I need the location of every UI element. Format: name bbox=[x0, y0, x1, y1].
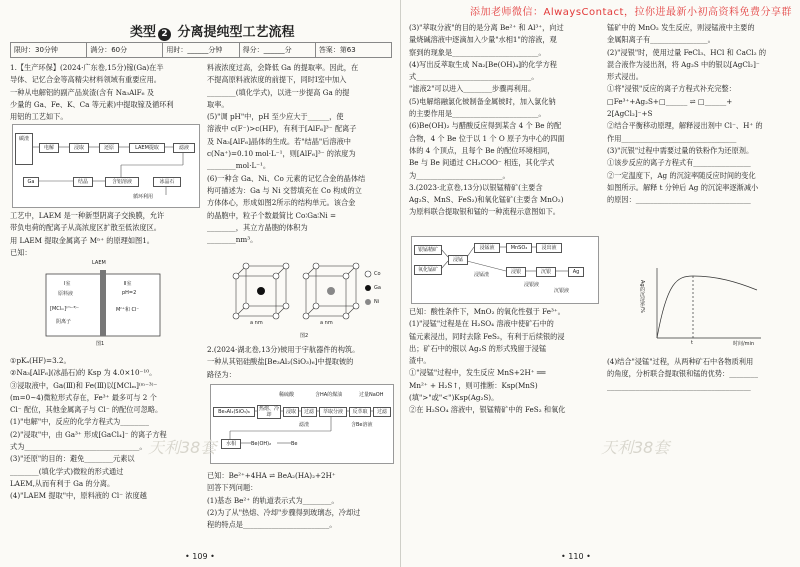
text-line: 带负电荷的配离子从高浓度区扩散至低浓度区。 bbox=[10, 223, 161, 233]
logo-stamp: 天利38套 bbox=[601, 438, 670, 457]
text-line: (6)一种含 Ga、Ni、Co 元素的记忆合金的晶体结 bbox=[207, 173, 366, 183]
q1-desc bbox=[10, 210, 200, 259]
flow-node: 浸锰 bbox=[448, 255, 468, 265]
text-line: 式________________________________。 bbox=[409, 72, 539, 82]
flow-node: 结晶 bbox=[73, 177, 93, 187]
text-line: (3)"沉银"过程中需要过量的铁粉作为还原剂。 bbox=[607, 145, 754, 155]
text-line: "滤液2"可以进入________步骤再利用。 bbox=[409, 84, 536, 94]
flowchart-1 bbox=[12, 124, 200, 208]
q2-intro bbox=[207, 344, 395, 381]
feed-label: 原料液 bbox=[58, 291, 74, 297]
q3-questions bbox=[409, 306, 599, 417]
flow-node: 过滤 bbox=[373, 407, 391, 417]
text-line: 形式浸出。 bbox=[607, 72, 643, 82]
flow-arrows bbox=[13, 125, 199, 207]
text-line: 少量的 Ga、Fe、K、Ca 等元素)中提取镓及循环利 bbox=[10, 99, 174, 109]
anion-label: 阴离子 bbox=[56, 319, 72, 325]
text-line: ②Na₃[AlF₆](冰晶石)的 Ksp 为 4.0×10⁻¹⁰。 bbox=[10, 368, 157, 378]
text-line: 程的特点是________________________。 bbox=[207, 520, 337, 530]
text-line: 锰元素浸出，同时去除 FeS₂，有利于后续银的浸 bbox=[409, 331, 565, 341]
complex-ion-label: [MClₘ]⁽ᵐ⁻³⁾⁻ bbox=[50, 306, 80, 312]
text-line: ________(填化学式)，以进一步提高 Ga 的提 bbox=[207, 87, 350, 97]
flow-label: 滤渣 bbox=[299, 422, 310, 428]
flow-label: 稀硫酸 bbox=[279, 392, 295, 398]
ag-rate-graph bbox=[637, 262, 767, 348]
q2-questions bbox=[207, 470, 395, 531]
flow-node: 浸银 bbox=[506, 267, 526, 277]
flow-node: Ag bbox=[568, 267, 584, 277]
text-line: 体的 4 个顶点，且每个 Be 的配位环境相同， bbox=[409, 145, 555, 155]
figure-1 bbox=[36, 260, 170, 348]
text-line: 路径为： bbox=[207, 369, 236, 379]
text-line: 为原料联合提取银和锰的一种流程示意图如下。 bbox=[409, 207, 560, 217]
flow-label: 浸锰渣 bbox=[474, 272, 490, 278]
flow-label: 浸银液 bbox=[524, 282, 540, 288]
flow-node: 浸取 bbox=[283, 407, 299, 417]
text-line: 1.【生产环保】(2024·广东卷,15分)镓(Ga)在半 bbox=[10, 63, 164, 72]
text-line: (6)Be(OH)₂ 与醋酸反应得到某含 4 个 Be 的配 bbox=[409, 121, 562, 131]
flow-node: 含铝溶液 bbox=[105, 177, 139, 187]
graph-ylabel: Ag的沉淀率/% bbox=[639, 280, 645, 314]
text-line: 2.(2024·湖北卷,13分)铍用于宇航器件的构筑。 bbox=[207, 345, 360, 354]
text-line: 不提高原料液浓度的前提下，同时Ⅰ室中加入 bbox=[207, 75, 347, 85]
text-line: 的晶胞中，粒子个数最简比 Co∶Ga∶Ni = bbox=[207, 210, 337, 220]
text-line: ________(填化学式)微粒的形式通过 bbox=[10, 466, 124, 476]
text-line: (4)写出反萃取生成 Na₂[Be(OH)₄]的化学方程 bbox=[409, 59, 557, 69]
flow-node: 热熔、冷却 bbox=[258, 406, 279, 418]
flow-node: 银锰精矿 bbox=[414, 245, 442, 255]
q3-continued bbox=[607, 22, 797, 206]
text-line: 及 Na₃[AlF₆]晶体的生成。若"结晶"后溶液中 bbox=[207, 136, 351, 146]
flow-node: 浸取 bbox=[69, 143, 89, 153]
q2-continued bbox=[409, 22, 599, 219]
text-line: 已知：Be²⁺+4HA ⇌ BeA₂(HA)₂+2H⁺ bbox=[207, 471, 336, 480]
flow-node: 水相 bbox=[221, 439, 241, 449]
text-line: (2)"浸银"时，使用过量 FeCl₃、HCl 和 CaCl₂ 的 bbox=[607, 47, 767, 57]
flow-node: MnSO₄ bbox=[506, 243, 532, 253]
flow-node: Be₃Al₂(SiO₃)₆ bbox=[213, 407, 255, 417]
text-line: ③浸取液中，Ga(Ⅲ)和 Fe(Ⅲ)以[MClₘ]⁽ᵐ⁻³⁾⁻ bbox=[10, 380, 158, 390]
text-line: ②一定温度下，Ag 的沉淀率随反应时间的变化 bbox=[607, 170, 756, 180]
flow-node: 沉银 bbox=[536, 267, 556, 277]
flow-node: 过滤 bbox=[301, 407, 317, 417]
text-line: ________，其立方晶胞的体积为 bbox=[207, 222, 308, 232]
text-line: 的主要作用是________________________。 bbox=[409, 109, 546, 119]
text-line: 用 LAEM 提取金属离子 Mⁿ⁺ 的原理如图1。 bbox=[10, 235, 154, 245]
text-line: (m=0~4)微粒形式存在，Fe³⁺ 最多可与 2 个 bbox=[10, 392, 157, 402]
flow-label: 沉银液 bbox=[554, 288, 570, 294]
fig1-caption: 图1 bbox=[96, 341, 105, 347]
crystal-structure bbox=[222, 254, 392, 340]
text-line: (1)"电解"中，反应的化学方程式为________ bbox=[10, 417, 149, 427]
text-line: 导体、记忆合金等高精尖材料领域有重要应用。 bbox=[10, 75, 161, 85]
flow-node: Ga bbox=[23, 177, 39, 187]
text-line: (1)"浸锰"过程是在 H₂SO₄ 溶液中使矿石中的 bbox=[409, 319, 554, 329]
legend-co: Co bbox=[374, 271, 381, 277]
type-badge: 2 bbox=[158, 28, 171, 41]
flow-label: Be bbox=[291, 441, 298, 447]
time-used: 用时：______分钟 bbox=[163, 43, 239, 57]
text-line: 工艺中，LAEM 是一种新型阴离子交换膜，允许 bbox=[10, 211, 165, 220]
text-line: 溶液中 c(F⁻)>c(HF)，有利于[AlF₆]³⁻ 配离子 bbox=[207, 124, 357, 134]
flow-label: 含Be溶液 bbox=[351, 422, 373, 428]
title-prefix: 类型 bbox=[130, 25, 157, 40]
text-line: ________mol·L⁻¹。 bbox=[207, 161, 271, 171]
cation-label: Mⁿ⁺和 Cl⁻ bbox=[116, 307, 140, 313]
text-line: 式为________________________________。 bbox=[10, 442, 147, 452]
text-line: □Fe³⁺+Ag₂S+□______ ⇌ □______+ bbox=[607, 96, 733, 106]
text-line: (3)"萃取分液"的目的是分离 Be²⁺ 和 Al³⁺，向过 bbox=[409, 23, 564, 32]
text-line: ②结合平衡移动原理，解释浸出剂中 Cl⁻、H⁺ 的 bbox=[607, 121, 763, 131]
text-line: Be 与 Be 间通过 CH₃COO⁻ 相连，其化学式 bbox=[409, 158, 555, 168]
text-line: 作用________________________________ bbox=[607, 133, 737, 143]
fig1-title: LAEM bbox=[92, 260, 106, 266]
text-line: ①该步反应的离子方程式有________________ bbox=[607, 158, 751, 168]
text-line: ________nm³。 bbox=[207, 235, 258, 245]
info-bar bbox=[10, 42, 392, 58]
text-line: 的角度，分析联合提取银和锰的优势：________ bbox=[607, 369, 758, 379]
text-line: 一种从电解铝的副产品炭渣(含有 Na₃AlF₆ 及 bbox=[10, 87, 155, 97]
text-line: (3)"还原"的目的：避免________元素以 bbox=[10, 454, 135, 464]
flow-node: 冰晶石 bbox=[153, 177, 181, 187]
text-line: (1)基态 Be²⁺ 的轨道表示式为________。 bbox=[207, 495, 339, 505]
edge-label: a nm bbox=[320, 320, 333, 326]
text-line: 量烧碱溶液中逐滴加入少量"水相1"的溶液，观 bbox=[409, 35, 557, 45]
text-line: c(Na⁺)=0.10 mol·L⁻¹，则[AlF₆]³⁻ 的浓度为 bbox=[207, 149, 356, 159]
text-line: ①"浸锰"过程中，发生反应 MnS+2H⁺ ══ bbox=[409, 368, 546, 378]
time-limit: 限时：30分钟 bbox=[11, 43, 87, 57]
text-line: ________________________________________ bbox=[607, 381, 751, 391]
page-number-right: • 110 • bbox=[561, 552, 591, 561]
flowchart-2 bbox=[210, 384, 394, 464]
logo-stamp: 天利38套 bbox=[148, 438, 217, 457]
text-line: (2)为了从"热熔、冷却"步骤得到玻璃态，冷却过 bbox=[207, 507, 361, 517]
text-line: 已知： bbox=[10, 247, 32, 257]
fig2-caption: 图2 bbox=[300, 333, 309, 339]
watermark-text: 添加老师微信：AlwaysContact，拉你进最新小初高资料免费分享群 bbox=[470, 7, 792, 18]
title-text: 分离提纯型工艺流程 bbox=[177, 25, 295, 40]
text-line: ②在 H₂SO₄ 溶液中，银锰精矿中的 FeS₂ 和氧化 bbox=[409, 405, 566, 415]
text-line: ①将"浸银"反应的离子方程式补充完整： bbox=[607, 84, 736, 94]
flow-label: 循环利用 bbox=[133, 194, 154, 200]
room-1-label: Ⅰ室 bbox=[64, 281, 71, 287]
text-line: (2)"浸取"中，由 Ga³⁺ 形成[GaCl₄]⁻ 的离子方程 bbox=[10, 429, 167, 439]
text-line: 为________________________。 bbox=[409, 170, 510, 180]
text-line: 一种从其铝硅酸盐[Be₃Al₂(SiO₃)₆]中提取铍的 bbox=[207, 357, 354, 367]
text-line: 锰矿中的 MnO₂ 发生反应，则浸锰液中主要的 bbox=[607, 23, 755, 32]
text-line: 混合液作为浸出剂，将 Ag₂S 中的银以[AgCl₂]⁻ bbox=[607, 59, 760, 69]
text-line: (4)结合"浸锰"过程，从两种矿石中各物质利用 bbox=[607, 357, 754, 366]
flow-node: LAEM提取 bbox=[129, 143, 165, 153]
flow-node: 电解 bbox=[39, 143, 59, 153]
flow-node: 滤液 bbox=[173, 143, 195, 153]
text-line: 如图所示。解释 t 分钟后 Ag 的沉淀率逐渐减小 bbox=[607, 182, 759, 192]
flow-node: 氧化锰矿 bbox=[414, 265, 442, 275]
text-line: (5)电解熔融氯化铍制备金属铍时，加入氯化钠 bbox=[409, 96, 556, 106]
edge-label: a nm bbox=[250, 320, 263, 326]
text-line: (填">"或"<")Ksp(Ag₂S)。 bbox=[409, 393, 499, 403]
flow-arrows bbox=[211, 385, 393, 463]
figure-2 bbox=[222, 254, 392, 340]
text-line: Ag₂S、MnS、FeS₂)和氧化锰矿(主要含 MnO₂) bbox=[409, 195, 564, 205]
page-number-left: • 109 • bbox=[185, 552, 215, 561]
q1-intro bbox=[10, 62, 200, 123]
text-line: 合物，4 个 Be 位于以 1 个 O 原子为中心的四面 bbox=[409, 133, 565, 143]
flow-node: 浸出液 bbox=[536, 243, 562, 253]
text-line: (5)"调 pH"中，pH 至少应大于______，使 bbox=[207, 112, 344, 122]
text-line: 出；矿石中的银以 Ag₂S 的形式残留于浸锰 bbox=[409, 343, 547, 353]
room-2-label: Ⅱ室 bbox=[124, 281, 132, 287]
text-line: LAEM,从而有利于 Ga 的分离。 bbox=[10, 478, 115, 488]
flow-label: 含HA的煤油 bbox=[315, 392, 343, 398]
section-title bbox=[130, 21, 295, 41]
flow-node: 反萃取 bbox=[349, 407, 371, 417]
flow-node: 萃取分液 bbox=[319, 407, 347, 417]
text-line: 取率。 bbox=[207, 99, 229, 109]
text-line: 的原因：________________________________ bbox=[607, 195, 751, 205]
text-line: ①pKₐ(HF)=3.2。 bbox=[10, 356, 71, 365]
flow-label: Be(OH)₂ bbox=[251, 441, 272, 447]
q1-continued bbox=[207, 62, 395, 246]
text-line: 金属阳离子有________________。 bbox=[607, 35, 715, 45]
graph-plot bbox=[637, 262, 767, 348]
text-line: (4)"LAEM 提取"中，原料液的 Cl⁻ 浓度越 bbox=[10, 491, 147, 501]
text-line: 已知：酸性条件下，MnO₂ 的氧化性强于 Fe³⁺。 bbox=[409, 307, 565, 316]
text-line: Cl⁻ 配位，其他金属离子与 Cl⁻ 的配位可忽略。 bbox=[10, 405, 163, 415]
text-line: 察到的现象是________________________。 bbox=[409, 47, 546, 57]
legend-ni: Ni bbox=[374, 299, 380, 305]
legend-ga: Ga bbox=[374, 285, 381, 291]
answer-ref: 答案：第63 bbox=[318, 46, 356, 54]
text-line: 2[AgCl₂]⁻+S bbox=[607, 109, 653, 119]
flow-node: 碳渣 bbox=[15, 133, 33, 165]
text-line: 3.(2023·北京卷,13分)以银锰精矿(主要含 bbox=[409, 182, 543, 192]
flow-label: 过量NaOH bbox=[359, 392, 384, 398]
q1-questions bbox=[10, 355, 202, 503]
graph-xlabel: 时间/min bbox=[733, 341, 755, 347]
flow-node: 浸锰液 bbox=[474, 243, 500, 253]
text-line: 渣中。 bbox=[409, 356, 431, 366]
graph-tick: t bbox=[691, 340, 693, 346]
text-line: 料液浓度过高，会降低 Ga 的提取率。因此，在 bbox=[207, 63, 359, 72]
ph-label: pH=2 bbox=[122, 290, 137, 296]
q3-final bbox=[607, 356, 797, 393]
flow-node: 还原 bbox=[99, 143, 119, 153]
score: 得分：______分 bbox=[240, 43, 316, 57]
text-line: 用铝的工艺如下。 bbox=[10, 112, 68, 122]
text-line: 构可描述为：Ga 与 Ni 交替填充在 Co 构成的立 bbox=[207, 185, 362, 195]
flowchart-3 bbox=[411, 236, 599, 304]
right-page bbox=[400, 0, 800, 567]
text-line: 回答下列问题： bbox=[207, 483, 258, 493]
text-line: Mn²⁺ + H₂S↑，则可推断：Ksp(MnS) bbox=[409, 380, 538, 390]
text-line: 方体体心，形成如图2所示的结构单元。该合金 bbox=[207, 198, 356, 208]
full-score: 满分：60分 bbox=[87, 43, 163, 57]
flow-arrows bbox=[412, 237, 598, 303]
